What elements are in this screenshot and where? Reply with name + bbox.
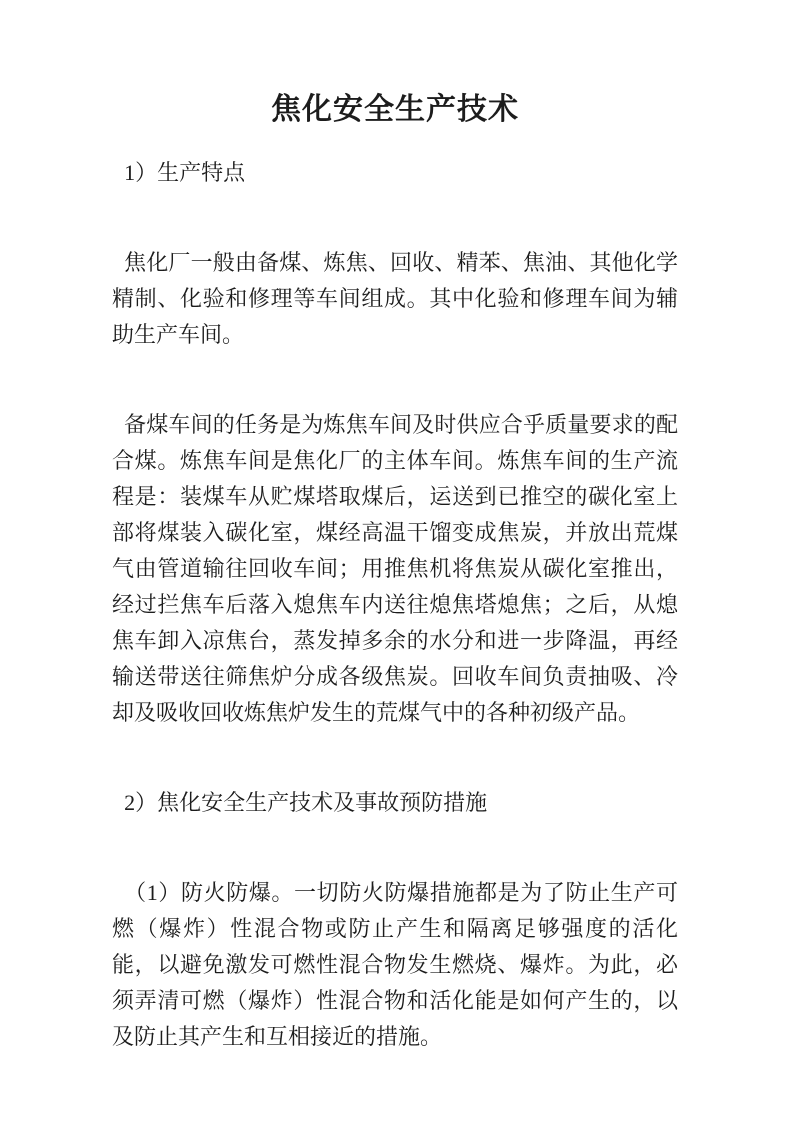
section-heading-production-features: 1）生产特点 [124, 160, 246, 185]
document-title: 焦化安全生产技术 [271, 93, 519, 126]
paragraph-plant-composition: 焦化厂一般由备煤、炼焦、回收、精苯、焦油、其他化学精制、化验和修理等车间组成。其中化验和修理车间为辅助生产车间。 [112, 250, 678, 347]
paragraph-production-process: 备煤车间的任务是为炼焦车间及时供应合乎质量要求的配合煤。炼焦车间是焦化厂的主体车间。炼焦车间的生产流程是：装煤车从贮煤塔取煤后，运送到已推空的碳化室上部将煤装入碳化室，煤经高温干馏变成焦炭，并放出荒煤气由管道输往回收车间；用推焦机将焦炭从碳化室推出，经过拦焦车后落入熄焦车内送往熄焦塔熄焦；之后，从熄焦车卸入凉焦台，蒸发掉多余的水分和进一步降温，再经输送带送往筛焦炉分成各级焦炭。回收车间负责抽吸、冷却及吸收回收炼焦炉发生的荒煤气中的各种初级产品。 [112, 412, 678, 725]
section-heading-safety-technology: 2）焦化安全生产技术及事故预防措施 [124, 790, 488, 815]
paragraph-fire-explosion-prevention: （1）防火防爆。一切防火防爆措施都是为了防止生产可燃（爆炸）性混合物或防止产生和隔离足够强度的活化能，以避免激发可燃性混合物发生燃烧、爆炸。为此，必须弄清可燃（爆炸）性混合物和活化能是如何产生的，以及防止其产生和互相接近的措施。 [112, 880, 678, 1049]
